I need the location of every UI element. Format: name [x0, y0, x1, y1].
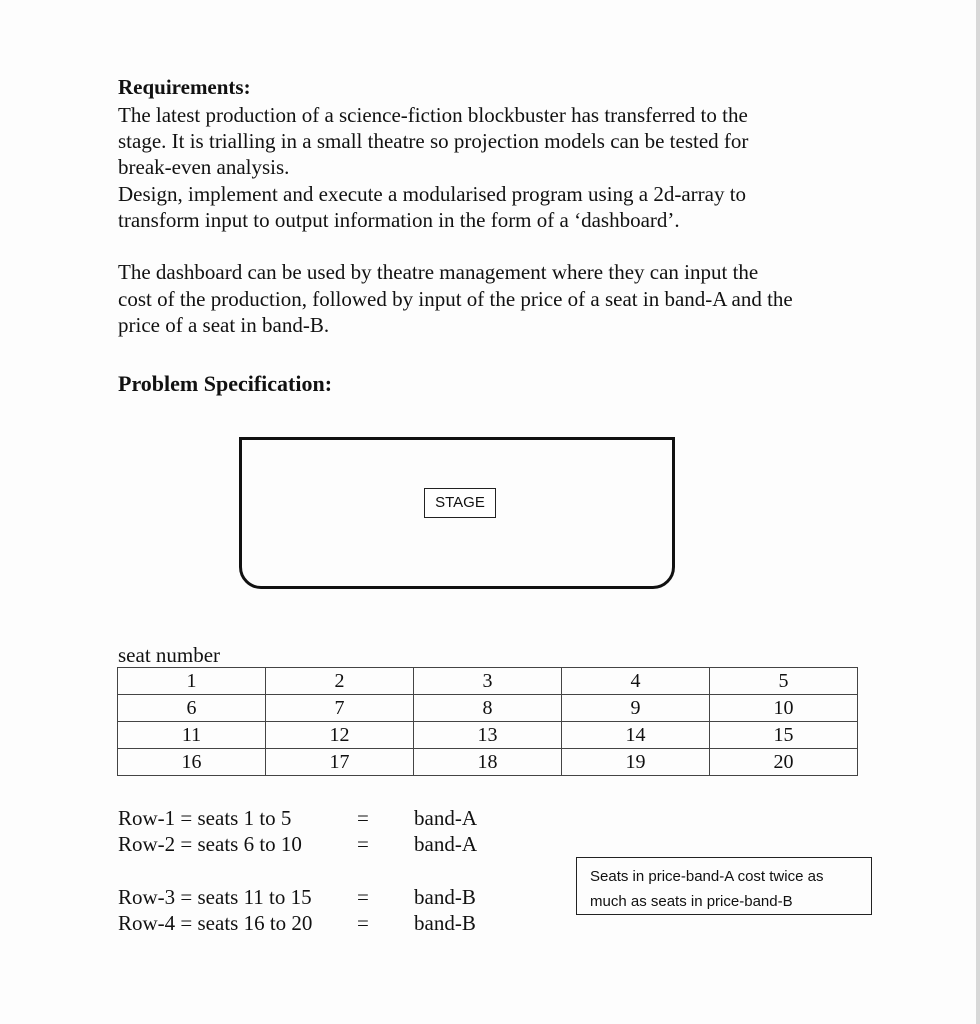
row-map-equals: = — [357, 911, 369, 935]
seat-cell: 6 — [118, 695, 266, 722]
seat-cell: 16 — [118, 749, 266, 776]
seat-cell: 13 — [414, 722, 562, 749]
req-line-1: The latest production of a science-fiction blockbuster has transferred to the — [118, 103, 748, 127]
seat-cell: 10 — [710, 695, 858, 722]
seat-cell: 3 — [414, 668, 562, 695]
para2-line-3: price of a seat in band-B. — [118, 313, 330, 337]
seat-cell: 9 — [562, 695, 710, 722]
seat-cell: 17 — [266, 749, 414, 776]
seat-cell: 18 — [414, 749, 562, 776]
para2-line-2: cost of the production, followed by input of the price of a seat in band-A and the — [118, 287, 793, 311]
req-line-4: Design, implement and execute a modularised program using a 2d-array to — [118, 182, 747, 206]
row-map-label: Row-1 = seats 1 to 5 — [118, 806, 292, 830]
table-row — [118, 668, 858, 695]
row-map-label: Row-3 = seats 11 to 15 — [118, 885, 312, 909]
seat-cell: 19 — [562, 749, 710, 776]
seat-cell: 12 — [266, 722, 414, 749]
row-map-label: Row-4 = seats 16 to 20 — [118, 911, 313, 935]
row-map-equals: = — [357, 832, 369, 856]
price-note-box — [576, 857, 872, 915]
req-line-2: stage. It is trialling in a small theatre so projection models can be tested for — [118, 129, 749, 153]
price-note-line-1: Seats in price-band-A cost twice as — [590, 868, 824, 885]
seat-cell: 14 — [562, 722, 710, 749]
row-map-band: band-B — [414, 885, 476, 909]
row-map-equals: = — [357, 885, 369, 909]
requirements-heading: Requirements: — [118, 75, 251, 99]
seat-cell: 11 — [118, 722, 266, 749]
seat-cell: 7 — [266, 695, 414, 722]
row-map-band: band-A — [414, 832, 477, 856]
seat-cell: 8 — [414, 695, 562, 722]
row-map-band: band-B — [414, 911, 476, 935]
seat-cell: 2 — [266, 668, 414, 695]
table-row — [118, 695, 858, 722]
page-edge — [976, 0, 980, 1024]
row-map-equals: = — [357, 806, 369, 830]
stage-label: STAGE — [424, 488, 496, 518]
table-row — [118, 749, 858, 776]
req-line-5: transform input to output information in the form of a ‘dashboard’. — [118, 208, 680, 232]
para2-line-1: The dashboard can be used by theatre management where they can input the — [118, 260, 759, 284]
table-row — [118, 722, 858, 749]
spec-heading: Problem Specification: — [118, 371, 333, 396]
seat-caption: seat number — [118, 643, 221, 667]
row-map-band: band-A — [414, 806, 477, 830]
seat-cell: 20 — [710, 749, 858, 776]
seat-cell: 5 — [710, 668, 858, 695]
seat-table — [117, 667, 858, 776]
req-line-3: break-even analysis. — [118, 155, 290, 179]
price-note-line-2: much as seats in price-band-B — [590, 893, 793, 910]
row-map-label: Row-2 = seats 6 to 10 — [118, 832, 302, 856]
seat-cell: 1 — [118, 668, 266, 695]
seat-cell: 4 — [562, 668, 710, 695]
seat-cell: 15 — [710, 722, 858, 749]
